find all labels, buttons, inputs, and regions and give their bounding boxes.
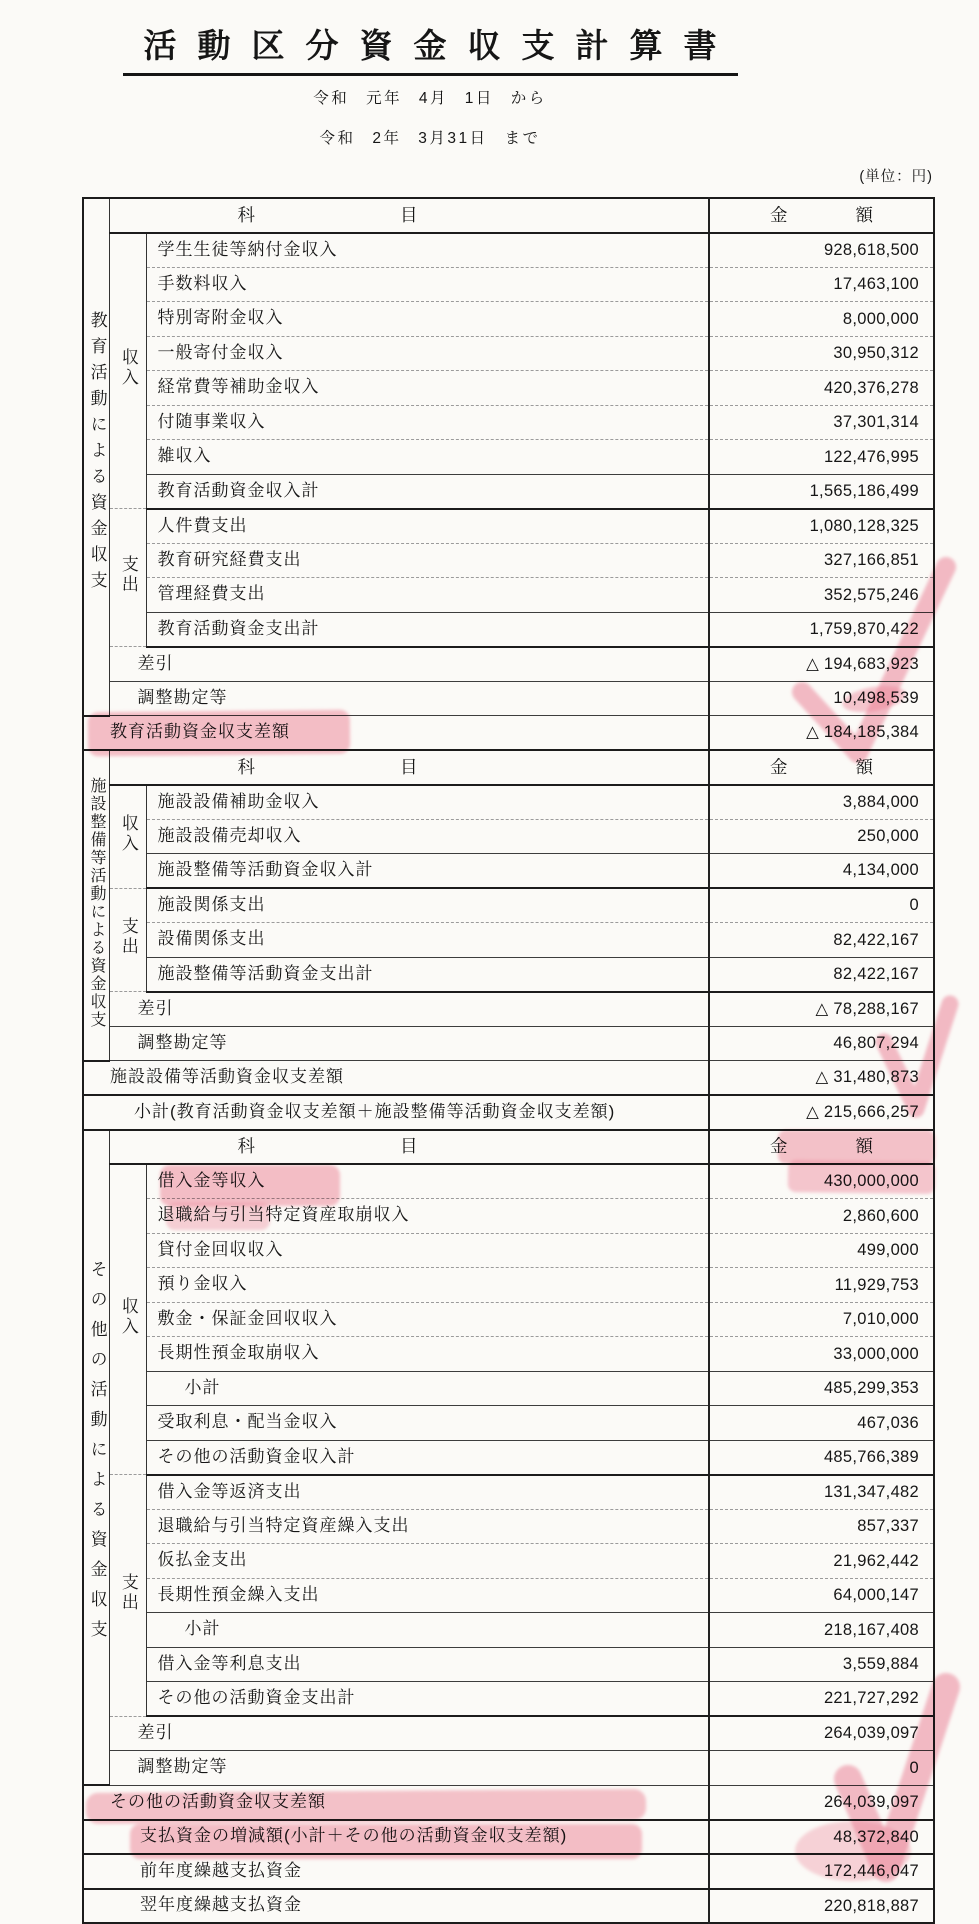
row-label: 長期性預金取崩収入: [146, 1337, 709, 1372]
table-row: [83, 371, 934, 406]
period-to: 令和 2年 3月31日 まで: [319, 130, 541, 147]
row-amount: 2,860,600: [709, 1199, 934, 1234]
row-label: 仮払金支出: [146, 1544, 709, 1579]
row-label: 前年度繰越支払資金: [83, 1854, 709, 1889]
row-label: 特別寄附金収入: [146, 302, 709, 337]
table-row: [83, 509, 934, 544]
row-label: 調整勘定等: [109, 1026, 709, 1061]
row-amount: 172,446,047: [709, 1854, 934, 1889]
page-title-text: 活動区分資金収支計算書: [123, 20, 738, 76]
row-label: 借入金等収入: [146, 1164, 709, 1199]
table-row: [83, 302, 934, 337]
row-amount: 467,036: [709, 1406, 934, 1441]
section3-income-cell: [109, 1164, 146, 1475]
row-amount: 264,039,097: [709, 1785, 934, 1820]
row-amount: 11,929,753: [709, 1268, 934, 1303]
row-label: 手数料収入: [146, 267, 709, 302]
row-label: 預り金収入: [146, 1268, 709, 1303]
row-amount: 82,422,167: [709, 957, 934, 992]
section1-group-label: 教育活動による資金収支: [87, 311, 107, 598]
table-row-total: [83, 1440, 934, 1475]
row-amount: 352,575,246: [709, 578, 934, 613]
item-column-header: [109, 198, 709, 233]
amount-column-header: [709, 1130, 934, 1165]
row-amount: 218,167,408: [709, 1613, 934, 1648]
page-title: [0, 20, 860, 76]
table-row: [83, 233, 934, 268]
row-label: 学生生徒等納付金収入: [146, 233, 709, 268]
row-amount: 485,299,353: [709, 1371, 934, 1406]
row-label: 施設設備売却収入: [146, 819, 709, 854]
row-label: 人件費支出: [146, 509, 709, 544]
table-row-adjust: [83, 681, 934, 716]
row-label: 貸付金回収収入: [146, 1233, 709, 1268]
row-amount: 48,372,840: [709, 1820, 934, 1855]
table-row: [83, 1406, 934, 1441]
table-row: [83, 1233, 934, 1268]
row-amount: 499,000: [709, 1233, 934, 1268]
section1-header-row: [83, 198, 934, 233]
section2-income-label: 収入: [118, 814, 138, 855]
table-row: [83, 1164, 934, 1199]
table-row-balance: [83, 1785, 934, 1820]
subtotal-row: [83, 1095, 934, 1130]
table-row: [83, 888, 934, 923]
row-amount: 0: [709, 888, 934, 923]
table-row: [83, 1544, 934, 1579]
row-label: その他の活動資金支出計: [146, 1682, 709, 1717]
row-amount: 64,000,147: [709, 1578, 934, 1613]
row-label: 借入金等返済支出: [146, 1475, 709, 1510]
row-label: 差引: [109, 647, 709, 682]
row-amount: 131,347,482: [709, 1475, 934, 1510]
table-row: [83, 1337, 934, 1372]
row-amount: 33,000,000: [709, 1337, 934, 1372]
row-amount: 1,080,128,325: [709, 509, 934, 544]
row-label: 施設整備等活動資金支出計: [146, 957, 709, 992]
section1-group-cell: [83, 198, 109, 716]
row-amount: 4,134,000: [709, 854, 934, 889]
table-row-total: [83, 1682, 934, 1717]
table-row-adjust: [83, 1026, 934, 1061]
table-row: [83, 440, 934, 475]
item-header-char2: 目: [400, 204, 418, 225]
row-label: 一般寄付金収入: [146, 336, 709, 371]
section2-group-label: 施設整備等活動による資金収支: [88, 776, 106, 1029]
section1-income-cell: [109, 233, 146, 509]
row-label: 付随事業収入: [146, 405, 709, 440]
row-amount: 221,727,292: [709, 1682, 934, 1717]
row-label: その他の活動資金収支差額: [83, 1785, 709, 1820]
next-year-funds-row: [83, 1889, 934, 1924]
row-label: 施設設備等活動資金収支差額: [83, 1061, 709, 1096]
table-row: [83, 1509, 934, 1544]
row-amount: 220,818,887: [823, 1896, 919, 1915]
row-label: 敷金・保証金回収収入: [146, 1302, 709, 1337]
row-amount: 430,000,000: [709, 1164, 934, 1199]
section1-expense-label: 支出: [118, 555, 138, 596]
row-amount: 21,962,442: [709, 1544, 934, 1579]
period-from: 令和 元年 4月 1日 から: [313, 90, 547, 107]
table-row: [83, 578, 934, 613]
item-column-header: [109, 750, 709, 785]
row-label: 退職給与引当特定資産繰入支出: [146, 1509, 709, 1544]
amount-header-char1: 金: [770, 204, 788, 225]
section3-header-row: [83, 1130, 934, 1165]
table-row-balance: [83, 716, 934, 751]
table-row: [83, 1578, 934, 1613]
row-label: 差引: [109, 992, 709, 1027]
row-label: 教育活動資金収入計: [146, 474, 709, 509]
row-label: 支払資金の増減額(小計＋その他の活動資金収支差額): [83, 1820, 709, 1855]
row-amount: 0: [709, 1751, 934, 1786]
subtotal-amount: △ 215,666,257: [709, 1095, 934, 1130]
section3-income-label: 収入: [118, 1297, 138, 1338]
section2-expense-label: 支出: [118, 917, 138, 958]
row-label: 受取利息・配当金収入: [146, 1406, 709, 1441]
row-label: 借入金等利息支出: [146, 1647, 709, 1682]
table-row-total: [83, 854, 934, 889]
section1-income-label: 収入: [118, 348, 138, 389]
table-row-net: [83, 1716, 934, 1751]
row-amount: 82,422,167: [709, 923, 934, 958]
row-amount: 327,166,851: [709, 543, 934, 578]
row-label: その他の活動資金収入計: [146, 1440, 709, 1475]
payment-change-row: [83, 1820, 934, 1855]
amount-column-header: [709, 750, 934, 785]
item-header-char1: 科: [237, 204, 255, 225]
row-amount: 1,565,186,499: [709, 474, 934, 509]
section2-income-cell: [109, 785, 146, 889]
row-amount: △ 78,288,167: [709, 992, 934, 1027]
table-row-total: [83, 474, 934, 509]
row-label: 雑収入: [146, 440, 709, 475]
row-amount: 8,000,000: [709, 302, 934, 337]
row-amount: 928,618,500: [709, 233, 934, 268]
row-amount: 3,559,884: [709, 1647, 934, 1682]
row-amount: 264,039,097: [709, 1716, 934, 1751]
item-header-char2: 目: [400, 756, 418, 777]
table-row-subtotal: [83, 1371, 934, 1406]
amount-header-char1: 金: [770, 1136, 788, 1157]
row-amount: △ 31,480,873: [709, 1061, 934, 1096]
prev-year-funds-row: [83, 1854, 934, 1889]
amount-header-char2: 額: [855, 204, 873, 225]
row-label: 調整勘定等: [109, 1751, 709, 1786]
table-row: [83, 1199, 934, 1234]
row-amount: △ 184,185,384: [709, 716, 934, 751]
row-label: 設備関係支出: [146, 923, 709, 958]
section1-expense-cell: [109, 509, 146, 647]
table-row-net: [83, 992, 934, 1027]
section3-group-label: その他の活動による資金収支: [87, 1259, 107, 1650]
table-row: [83, 819, 934, 854]
row-label: 経常費等補助金収入: [146, 371, 709, 406]
table-row-total: [83, 957, 934, 992]
table-row-balance: [83, 1061, 934, 1096]
section2-header-row: [83, 750, 934, 785]
row-amount: 857,337: [709, 1509, 934, 1544]
row-label: 小計: [146, 1371, 709, 1406]
row-amount: 46,807,294: [709, 1026, 934, 1061]
row-label: 施設整備等活動資金収入計: [146, 854, 709, 889]
table-row: [83, 923, 934, 958]
row-amount: 37,301,314: [709, 405, 934, 440]
row-amount: 250,000: [709, 819, 934, 854]
amount-column-header: [709, 198, 934, 233]
subtotal-label: 小計(教育活動資金収支差額＋施設整備等活動資金収支差額): [83, 1095, 709, 1130]
table-row-net: [83, 647, 934, 682]
item-header-char2: 目: [400, 1136, 418, 1157]
item-header-char1: 科: [237, 756, 255, 777]
row-amount: 10,498,539: [709, 681, 934, 716]
table-row: [83, 1302, 934, 1337]
row-label: 施設関係支出: [146, 888, 709, 923]
table-row: [83, 336, 934, 371]
section2-group-cell: [83, 750, 109, 1061]
row-amount: 122,476,995: [709, 440, 934, 475]
table-row: [83, 543, 934, 578]
amount-header-char2: 額: [855, 756, 873, 777]
row-label: 退職給与引当特定資産取崩収入: [146, 1199, 709, 1234]
table-row: [83, 1475, 934, 1510]
row-label: 差引: [109, 1716, 709, 1751]
row-amount: 1,759,870,422: [709, 612, 934, 647]
row-label: 小計: [146, 1613, 709, 1648]
table-row-subtotal: [83, 1613, 934, 1648]
row-amount: 485,766,389: [709, 1440, 934, 1475]
section3-expense-label: 支出: [118, 1572, 138, 1613]
row-amount: 3,884,000: [709, 785, 934, 820]
row-amount: 7,010,000: [709, 1302, 934, 1337]
section3-group-cell: [83, 1130, 109, 1786]
row-label: 長期性預金繰入支出: [146, 1578, 709, 1613]
row-label: 教育活動資金支出計: [146, 612, 709, 647]
row-amount: 420,376,278: [709, 371, 934, 406]
section3-expense-cell: [109, 1475, 146, 1717]
row-amount: 30,950,312: [709, 336, 934, 371]
table-row: [83, 1647, 934, 1682]
table-row: [83, 1268, 934, 1303]
row-label: 翌年度繰越支払資金: [83, 1889, 709, 1924]
row-amount: △ 194,683,923: [709, 647, 934, 682]
row-amount: 17,463,100: [709, 267, 934, 302]
section2-expense-cell: [109, 888, 146, 992]
table-row: [83, 267, 934, 302]
table-row: [83, 405, 934, 440]
row-label: 調整勘定等: [109, 681, 709, 716]
table-row-adjust: [83, 1751, 934, 1786]
amount-header-char1: 金: [770, 756, 788, 777]
table-row-total: [83, 612, 934, 647]
row-label: 教育活動資金収支差額: [83, 716, 709, 751]
unit-label: (単位：円): [859, 169, 933, 185]
table-row: [83, 785, 934, 820]
item-header-char1: 科: [237, 1136, 255, 1157]
item-column-header: [109, 1130, 709, 1165]
row-label: 管理経費支出: [146, 578, 709, 613]
statement-table: [82, 197, 935, 1924]
amount-header-char2: 額: [855, 1136, 873, 1157]
row-label: 施設設備補助金収入: [146, 785, 709, 820]
row-label: 教育研究経費支出: [146, 543, 709, 578]
